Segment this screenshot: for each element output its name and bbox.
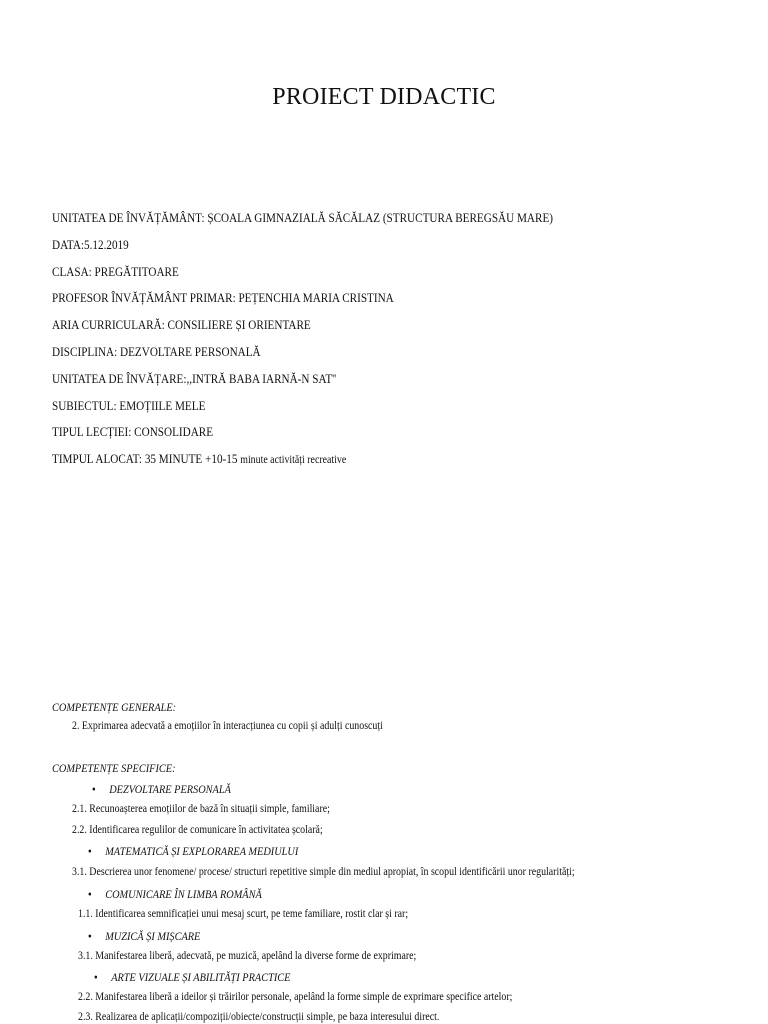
competence-2-2-arte: 2.2. Manifestarea liberă a ideilor și trăirilor personale, apelând la forme simple de exprimare specifice artelor; xyxy=(78,991,513,1003)
info-profesor: PROFESOR ÎNVĂȚĂMÂNT PRIMAR: PEȚENCHIA MARIA CRISTINA xyxy=(52,290,394,306)
lesson-info-list xyxy=(52,208,635,476)
subject-dezvoltare-personala: ● DEZVOLTARE PERSONALĂ xyxy=(92,782,231,797)
time-label: TIMPUL ALOCAT: 35 MINUTE +10-15 xyxy=(52,451,241,467)
subject-muzica: ● MUZICĂ ȘI MIȘCARE xyxy=(88,929,200,944)
info-subiectul: SUBIECTUL: EMOȚIILE MELE xyxy=(52,397,206,413)
competence-2-3-arte: 2.3. Realizarea de aplicații/compoziții/obiecte/construcții simple, pe baza interesului direct. xyxy=(78,1011,440,1023)
competence-2-2: 2.2. Identificarea regulilor de comunicare în activitatea școlară; xyxy=(72,824,323,836)
info-clasa: CLASA: PREGĂTITOARE xyxy=(52,263,179,279)
specific-competences-heading: COMPETENȚE SPECIFICE: xyxy=(52,761,176,775)
competence-1-1: 1.1. Identificarea semnificației unui mesaj scurt, pe teme familiare, rostit clar și rar; xyxy=(78,908,409,920)
info-disciplina: DISCIPLINA: DEZVOLTARE PERSONALĂ xyxy=(52,343,261,359)
info-unitatea: UNITATEA DE ÎNVĂȚĂMÂNT: ȘCOALA GIMNAZIALĂ SĂCĂLAZ (STRUCTURA BEREGSĂU MARE) xyxy=(52,210,554,225)
info-data: DATA:5.12.2019 xyxy=(52,236,129,252)
competence-3-1-mem: 3.1. Descrierea unor fenomene/ procese/ structuri repetitive simple din mediul apropiat, în scopul identificării unor regularități; xyxy=(72,866,575,878)
info-timpul xyxy=(52,449,553,476)
general-competence-item: 2. Exprimarea adecvată a emoțiilor în interacțiunea cu copii și adulți cunoscuți xyxy=(72,720,383,732)
info-unitatea-invatare: UNITATEA DE ÎNVĂȚARE:,,INTRĂ BABA IARNĂ-N SAT'' xyxy=(52,370,337,386)
time-suffix: minute activități recreative xyxy=(240,454,347,467)
document-title: PROIECT DIDACTIC xyxy=(272,84,496,110)
competence-2-1: 2.1. Recunoașterea emoțiilor de bază în situații simple, familiare; xyxy=(72,803,330,815)
subject-matematica: ● MATEMATICĂ ȘI EXPLORAREA MEDIULUI xyxy=(88,844,298,859)
competence-3-1-mm: 3.1. Manifestarea liberă, adecvată, pe muzică, apelând la diverse forme de exprimare; xyxy=(78,950,417,962)
general-competences-heading: COMPETENȚE GENERALE: xyxy=(52,700,177,714)
info-tipul: TIPUL LECȚIEI: CONSOLIDARE xyxy=(52,424,214,440)
subject-arte: ● ARTE VIZUALE ȘI ABILITĂȚI PRACTICE xyxy=(94,970,290,985)
subject-comunicare: ● COMUNICARE ÎN LIMBA ROMÂNĂ xyxy=(88,887,262,902)
info-aria: ARIA CURRICULARĂ: CONSILIERE ȘI ORIENTARE xyxy=(52,317,311,333)
